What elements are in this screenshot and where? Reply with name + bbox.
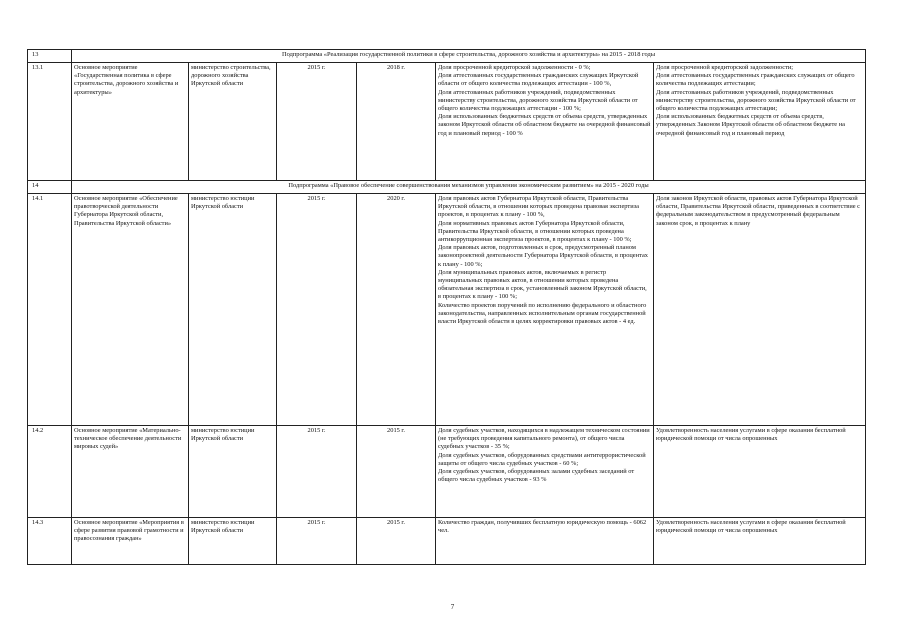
event-name: Основное мероприятие «Государственная политика в сфере строительства, дорожного хозяйства и архитектуры» [72, 63, 189, 181]
target-indicators-cell [654, 426, 866, 518]
target-indicators-cell [654, 518, 866, 565]
executor: министерство юстиции Иркутской области [189, 426, 277, 518]
indicator-line: Количество проектов поручений по исполнению федерального и областного законодательства, направленных исполнительным органам государственной власти Иркутской области в целях корректировки правовых актов - 4 ед. [438, 301, 647, 326]
table-row [28, 426, 866, 518]
document-page [27, 49, 865, 565]
row-number: 14 [28, 181, 72, 194]
row-number: 14.1 [28, 194, 72, 426]
event-name: Основное мероприятие «Мероприятия в сфере развития правовой грамотности и правосознания граждан» [72, 518, 189, 565]
indicator-line: Доля использованных бюджетных средств от объема средств, утвержденных законом Иркутской области об областном бюджете на очередной финансовый год и плановый период - 100 % [438, 113, 651, 137]
event-name: Основное мероприятие «Обеспечение правотворческой деятельности Губернатора Иркутской области, Правительства Иркутской области» [72, 194, 189, 426]
indicator-line: Доля судебных участков, оборудованных средствами антитеррористической защиты от общего числа судебных участков - 60 %; [438, 451, 646, 467]
section-row [28, 50, 866, 63]
indicator-line: Доля нормативных правовых актов Губернатора Иркутской области, Правительства Иркутской области, в отношении которых проведена антикоррупционная экспертиза проектов, в процентах к плану - 100 %; [438, 219, 632, 244]
indicator-line: Доля аттестованных работников учреждений, подведомственных министерству строительства, дорожного хозяйства Иркутской области от общего количества подлежащих аттестации - 100 %; [438, 88, 638, 113]
target-line: Удовлетворенность населения услугами в сфере оказания бесплатной юридической помощи от числа опрошенных [656, 427, 846, 443]
end-year: 2020 г. [357, 194, 436, 426]
row-number: 14.3 [28, 518, 72, 565]
start-year: 2015 г. [277, 63, 357, 181]
target-line: Доля просроченной кредиторской задолженности; [656, 64, 794, 71]
target-line: Доля аттестованных государственных гражданских служащих от общего количества подлежащих аттестации; [656, 72, 855, 88]
row-number: 13 [28, 50, 72, 63]
indicator-line: Доля правовых актов, подготовленных в срок, предусмотренный планом законопроектной деятельности Губернатора Иркутской области, в процентах к плану - 100 %; [438, 244, 648, 268]
start-year: 2015 г. [277, 194, 357, 426]
start-year: 2015 г. [277, 426, 357, 518]
end-year: 2015 г. [357, 426, 436, 518]
indicator-line: Количество граждан, получивших бесплатную юридическую помощь - 6062 чел. [438, 519, 647, 535]
indicator-line: Доля судебных участков, оборудованных залами судебных заседаний от общего числа судебных участков - 93 % [438, 468, 635, 484]
table-row [28, 518, 866, 565]
end-year: 2018 г. [357, 63, 436, 181]
table-row [28, 194, 866, 426]
subprogram-title: Подпрограмма «Правовое обеспечение совершенствования механизмов управления экономическим развитием» на 2015 - 2020 годы [72, 181, 866, 194]
subprogram-title: Подпрограмма «Реализация государственной политики в сфере строительства, дорожного хозяйства и архитектуры» на 2015 - 2018 годы [72, 50, 866, 63]
indicators-cell [436, 426, 654, 518]
table-row [28, 63, 866, 181]
target-line: Доля аттестованных работников учреждений, подведомственных министерству строительства, дорожного хозяйства Иркутской области от общего количества подлежащих аттестации; [656, 88, 856, 113]
indicator-line: Доля муниципальных правовых актов, включаемых в регистр муниципальных правовых актов, в отношении которых проведена обязательная экспертиза в срок, установленный законом Иркутской области, в процентах к плану - 100 %; [438, 268, 647, 301]
indicators-cell [436, 194, 654, 426]
indicator-line: Доля просроченной кредиторской задолженности - 0 %; [438, 64, 591, 71]
program-table [27, 49, 866, 565]
target-line: Доля законов Иркутской области, правовых актов Губернатора Иркутской области, Правительства Иркутской области, приведенных в соответствие с федеральным законодательством в предусмотренный федеральным законом срок, в процентах к плану [656, 195, 861, 227]
page-number: 7 [450, 603, 455, 611]
end-year: 2015 г. [357, 518, 436, 565]
row-number: 14.2 [28, 426, 72, 518]
event-name: Основное мероприятие «Материально-техническое обеспечение деятельности мировых судей» [72, 426, 189, 518]
indicators-cell [436, 63, 654, 181]
row-number: 13.1 [28, 63, 72, 181]
section-row [28, 181, 866, 194]
indicators-cell [436, 518, 654, 565]
start-year: 2015 г. [277, 518, 357, 565]
indicator-line: Доля аттестованных государственных гражданских служащих Иркутской области от общего количества подлежащих аттестации - 100 %, [438, 72, 639, 88]
target-line: Удовлетворенность населения услугами в сфере оказания бесплатной юридической помощи от числа опрошенных [656, 519, 846, 535]
table-body [28, 50, 866, 565]
executor: министерство юстиции Иркутской области [189, 194, 277, 426]
target-line: Доля использованных бюджетных средств от объема средств, утвержденных Законом Иркутской области об областном бюджете на очередной финансовый год и плановый период [656, 113, 845, 137]
executor: министерство строительства, дорожного хозяйства Иркутской области [189, 63, 277, 181]
target-indicators-cell [654, 194, 866, 426]
indicator-line: Доля правовых актов Губернатора Иркутской области, Правительства Иркутской области, в отношении которых проведена правовая экспертиза проектов, в процентах к плану - 100 %, [438, 195, 639, 219]
target-indicators-cell [654, 63, 866, 181]
executor: министерство юстиции Иркутской области [189, 518, 277, 565]
indicator-line: Доля судебных участков, находящихся в надлежащем техническом состоянии (не требующих проведения капитального ремонта), от общего числа судебных участков - 35 %; [438, 427, 650, 451]
